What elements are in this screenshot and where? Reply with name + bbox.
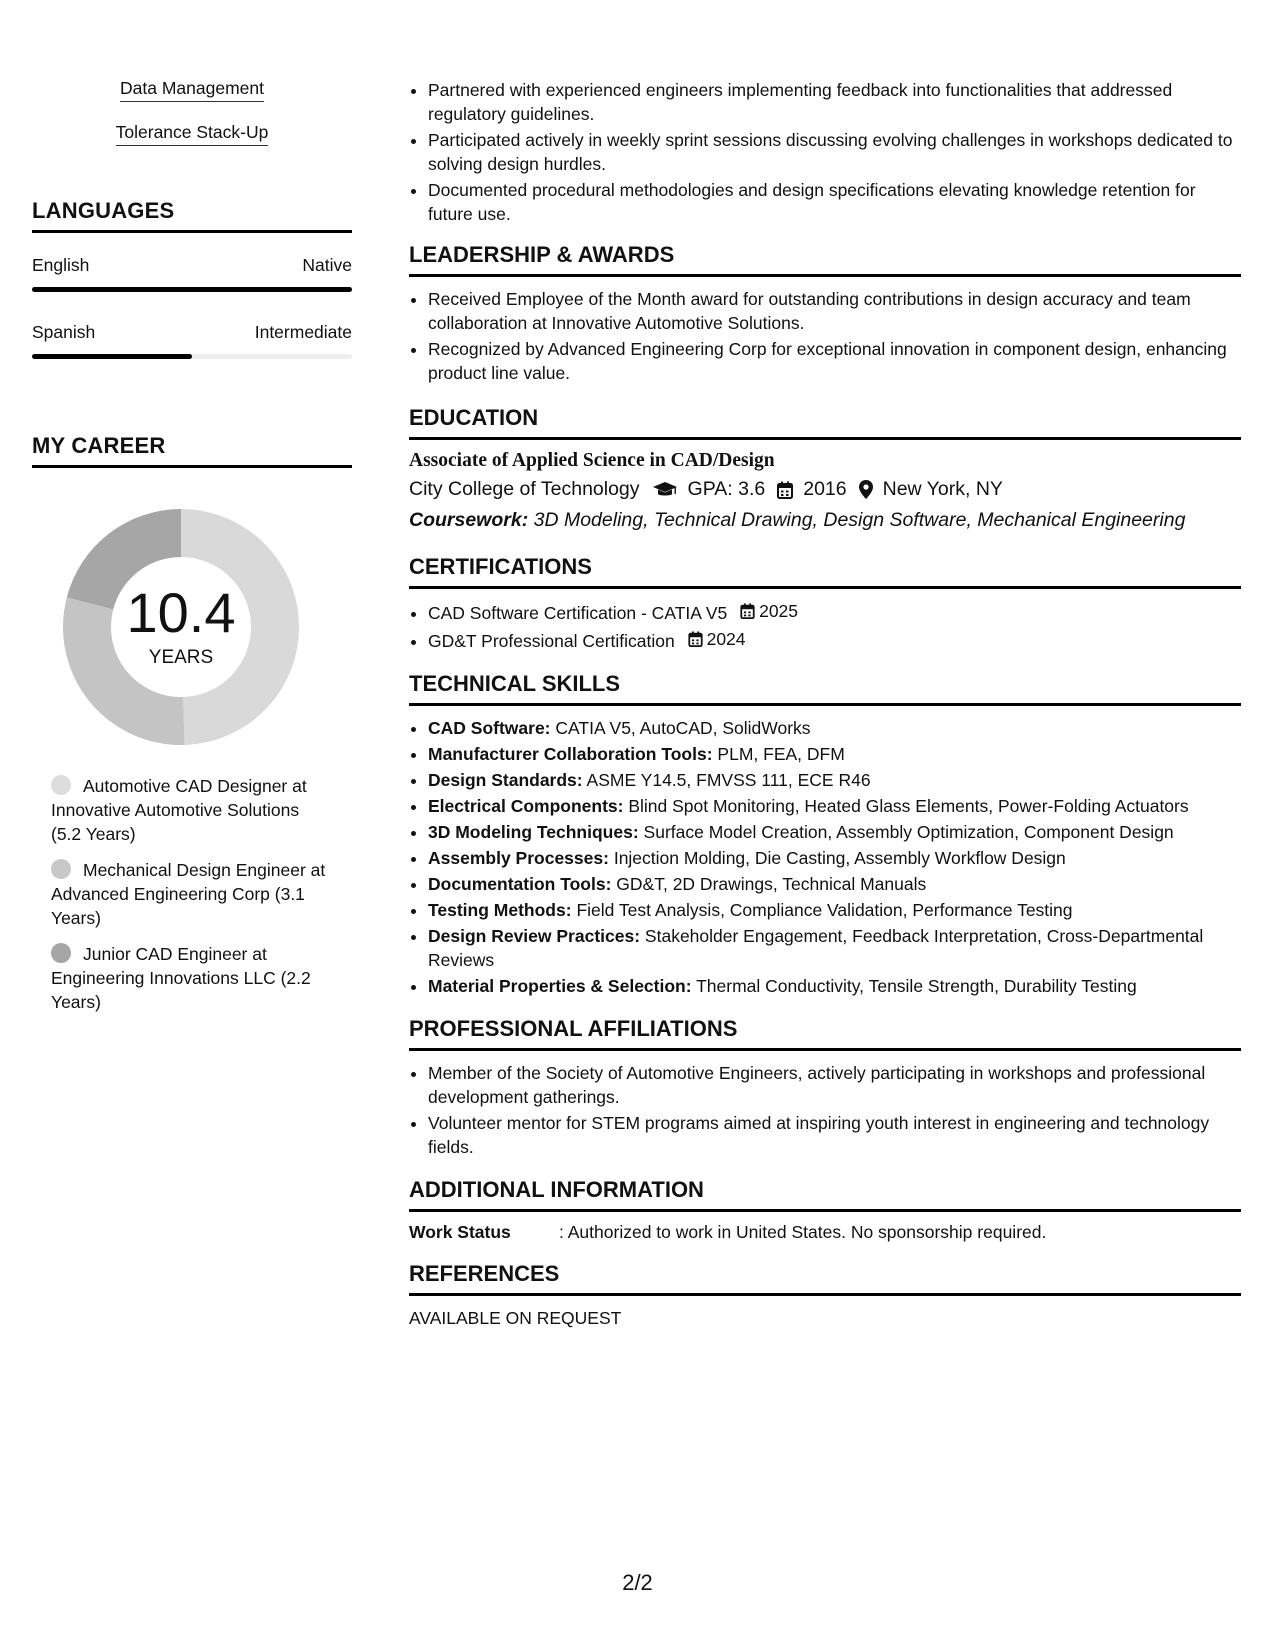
- coursework: [409, 509, 1241, 532]
- technical-skill-item: [428, 820, 1241, 844]
- skill-value: GD&T, 2D Drawings, Technical Manuals: [616, 874, 927, 894]
- certification-date: [688, 627, 746, 651]
- bullet-item: • Member of the Society of Automotive Engineers, actively participating in workshops and professional development gatherings.: [428, 1061, 1241, 1109]
- technical-skills-section: [409, 671, 1241, 998]
- skill-value: PLM, FEA, DFM: [717, 744, 845, 764]
- technical-skill-item: [428, 872, 1241, 896]
- calendar-icon: [740, 603, 755, 619]
- skill-label: Documentation Tools:: [428, 874, 612, 894]
- certifications-section: [409, 554, 1241, 653]
- bullet-item: • Documented procedural methodologies and design specifications elevating knowledge retention for future use.: [428, 178, 1241, 226]
- certifications-list: [409, 599, 1241, 653]
- calendar-icon: [777, 481, 793, 499]
- page-number: 2/2: [622, 1570, 653, 1595]
- education-heading: EDUCATION: [409, 405, 1241, 440]
- skill-label: Material Properties & Selection:: [428, 976, 692, 996]
- school-name: City College of Technology: [409, 478, 640, 500]
- skill-value: Injection Molding, Die Casting, Assembly Workflow Design: [613, 848, 1066, 868]
- leadership-heading: LEADERSHIP & AWARDS: [409, 242, 1241, 277]
- graduation-year: 2016: [803, 478, 847, 500]
- skill-label: Electrical Components:: [428, 796, 624, 816]
- language-row: [32, 322, 352, 343]
- location-pin-icon: [859, 480, 873, 499]
- career-item-text: Mechanical Design Engineer at Advanced Engineering Corp (3.1 Years): [51, 860, 326, 928]
- career-total-years: 10.4: [126, 581, 236, 644]
- skill-label: CAD Software:: [428, 718, 551, 738]
- info-row: [409, 1222, 1241, 1243]
- affiliations-section: [409, 1016, 1241, 1159]
- career-years-unit: YEARS: [148, 647, 214, 668]
- certification-date: [740, 599, 798, 623]
- skill-value: Surface Model Creation, Assembly Optimization, Component Design: [643, 822, 1174, 842]
- references-text: AVAILABLE ON REQUEST: [409, 1308, 622, 1328]
- technical-skill-item: [428, 794, 1241, 818]
- leadership-list: [409, 287, 1241, 385]
- technical-skills-list: [409, 716, 1241, 998]
- technical-skill-item: [428, 768, 1241, 792]
- technical-skill-item: [428, 846, 1241, 870]
- technical-skill-item: [428, 716, 1241, 740]
- certification-item: [428, 599, 1241, 625]
- certification-name: CAD Software Certification - CATIA V5: [428, 603, 728, 623]
- info-value: : Authorized to work in United States. No sponsorship required.: [559, 1222, 1047, 1242]
- gpa: GPA: 3.6: [687, 478, 766, 500]
- language-name: Spanish: [32, 322, 96, 342]
- career-legend-item: [51, 942, 331, 1014]
- graduation-cap-icon: [652, 481, 678, 499]
- references-heading: REFERENCES: [409, 1261, 1241, 1296]
- right-column: [409, 78, 1241, 1329]
- leadership-section: [409, 242, 1241, 385]
- career-legend-item: [51, 774, 331, 846]
- left-column: [32, 78, 352, 1026]
- career-donut-chart: [56, 502, 306, 752]
- skill-value: Stakeholder Engagement, Feedback Interpretation, Cross-Departmental Reviews: [428, 926, 1204, 970]
- education-section: [409, 405, 1241, 532]
- language-level: Native: [302, 255, 352, 275]
- legend-dot: [51, 775, 71, 795]
- coursework-label: Coursework:: [409, 509, 529, 531]
- info-key: Work Status: [409, 1222, 511, 1242]
- education-details: [409, 478, 1241, 501]
- skill-tag: Tolerance Stack-Up: [116, 122, 269, 146]
- donut-center: [56, 502, 306, 752]
- skill-value: Field Test Analysis, Compliance Validation, Performance Testing: [576, 900, 1073, 920]
- skill-value: CATIA V5, AutoCAD, SolidWorks: [555, 718, 811, 738]
- certification-year: 2024: [706, 629, 746, 649]
- technical-skill-item: [428, 924, 1241, 972]
- certification-name: GD&T Professional Certification: [428, 631, 675, 651]
- career-section: [32, 433, 352, 1014]
- affiliations-heading: PROFESSIONAL AFFILIATIONS: [409, 1016, 1241, 1051]
- skill-label: Testing Methods:: [428, 900, 572, 920]
- additional-info-heading: ADDITIONAL INFORMATION: [409, 1177, 1241, 1212]
- school-location: New York, NY: [882, 478, 1003, 500]
- career-item-text: Junior CAD Engineer at Engineering Innovations LLC (2.2 Years): [51, 944, 311, 1012]
- language-bar-fill: [32, 354, 192, 359]
- technical-skills-heading: TECHNICAL SKILLS: [409, 671, 1241, 706]
- bullet-item: • Recognized by Advanced Engineering Corp for exceptional innovation in component design, enhancing product line value.: [428, 337, 1241, 385]
- bullet-item: • Volunteer mentor for STEM programs aimed at inspiring youth interest in engineering and technology fields.: [428, 1111, 1241, 1159]
- references-section: [409, 1261, 1241, 1329]
- skill-label: Assembly Processes:: [428, 848, 609, 868]
- additional-info-section: [409, 1177, 1241, 1243]
- languages-section: [32, 198, 352, 359]
- career-legend: [32, 774, 352, 1014]
- skill-value: Blind Spot Monitoring, Heated Glass Elements, Power-Folding Actuators: [628, 796, 1189, 816]
- skill-tag: Data Management: [120, 78, 264, 102]
- calendar-icon: [688, 631, 703, 647]
- coursework-list: 3D Modeling, Technical Drawing, Design Software, Mechanical Engineering: [533, 509, 1186, 531]
- language-bar: [32, 354, 352, 359]
- legend-dot: [51, 943, 71, 963]
- languages-heading: LANGUAGES: [32, 198, 352, 233]
- bullet-item: • Received Employee of the Month award for outstanding contributions in design accuracy and team collaboration at Innovative Automotive Solutions.: [428, 287, 1241, 335]
- career-item-text: Automotive CAD Designer at Innovative Automotive Solutions (5.2 Years): [51, 776, 307, 844]
- language-bar-fill: [32, 287, 352, 292]
- skill-label: 3D Modeling Techniques:: [428, 822, 639, 842]
- legend-dot: [51, 859, 71, 879]
- degree-title: Associate of Applied Science in CAD/Design: [409, 450, 775, 471]
- language-row: [32, 255, 352, 276]
- certification-item: [428, 627, 1241, 653]
- technical-skill-item: [428, 898, 1241, 922]
- language-name: English: [32, 255, 90, 275]
- skill-value: Thermal Conductivity, Tensile Strength, Durability Testing: [696, 976, 1137, 996]
- experience-bullets: [409, 78, 1241, 226]
- technical-skill-item: [428, 974, 1241, 998]
- bullet-item: • Partnered with experienced engineers implementing feedback into functionalities that addressed regulatory guidelines.: [428, 78, 1241, 126]
- certifications-heading: CERTIFICATIONS: [409, 554, 1241, 589]
- skill-label: Design Standards:: [428, 770, 583, 790]
- career-heading: MY CAREER: [32, 433, 352, 468]
- language-level: Intermediate: [254, 322, 352, 342]
- language-bar: [32, 287, 352, 292]
- skill-label: Design Review Practices:: [428, 926, 641, 946]
- bullet-item: • Participated actively in weekly sprint sessions discussing evolving challenges in workshops dedicated to solving design hurdles.: [428, 128, 1241, 176]
- skill-value: ASME Y14.5, FMVSS 111, ECE R46: [586, 770, 871, 790]
- affiliations-list: [409, 1061, 1241, 1159]
- career-legend-item: [51, 858, 331, 930]
- certification-year: 2025: [759, 601, 799, 621]
- technical-skill-item: [428, 742, 1241, 766]
- skill-label: Manufacturer Collaboration Tools:: [428, 744, 713, 764]
